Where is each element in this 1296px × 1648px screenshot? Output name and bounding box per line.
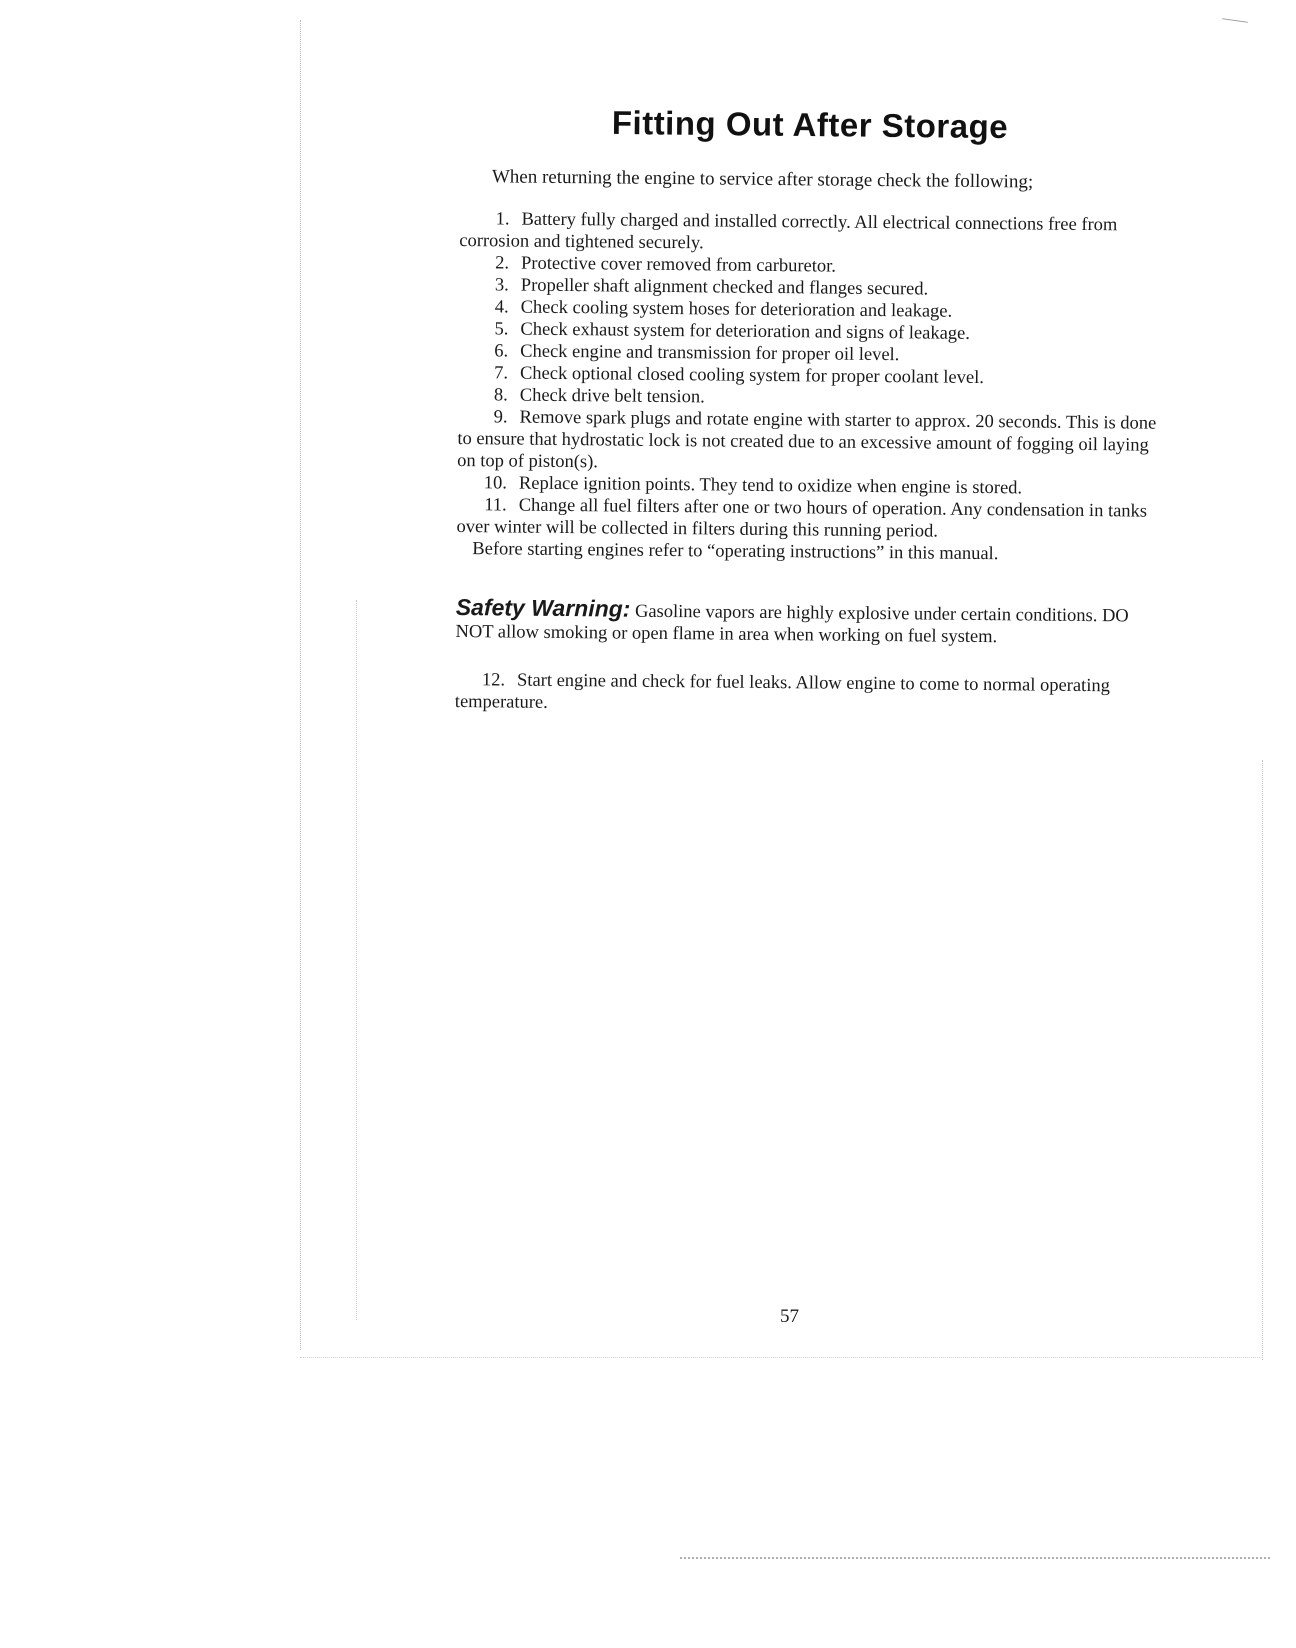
- item-number: 11.: [484, 495, 507, 516]
- item-number: 12.: [481, 670, 506, 691]
- item-text: Propeller shaft alignment checked and flanges secured.: [520, 275, 929, 300]
- item-number: 8.: [493, 385, 508, 406]
- safety-warning-label: Safety Warning:: [455, 593, 631, 622]
- scan-page-edge-right: [1262, 760, 1263, 1360]
- item-number: 4.: [494, 297, 509, 318]
- scan-page-edge-bottom: [300, 1357, 1260, 1358]
- item-number: 10.: [483, 473, 508, 494]
- item-number: 9.: [493, 407, 508, 428]
- item-number: 2.: [495, 253, 510, 274]
- list-item: [456, 494, 1156, 545]
- item-text: Check cooling system hoses for deterioration and leakage.: [520, 297, 953, 322]
- scan-page-edge-inner: [356, 600, 357, 1320]
- item-text: Battery fully charged and installed correctly. All electrical connections free from corrosion and tightened securely.: [459, 209, 1118, 254]
- checklist: [456, 208, 1159, 545]
- item-text: Check exhaust system for deterioration and signs of leakage.: [520, 319, 971, 344]
- scan-noise-dots: [680, 1557, 1270, 1559]
- item-text: Check optional closed cooling system for proper coolant level.: [519, 363, 985, 389]
- item-number: 5.: [494, 319, 509, 340]
- item-text: Replace ignition points. They tend to oxidize when engine is stored.: [518, 473, 1023, 499]
- safety-warning-text: Gasoline vapors are highly explosive under certain conditions. DO NOT allow smoking or open flame in area when working on fuel system.: [455, 601, 1129, 648]
- list-item: [457, 406, 1158, 479]
- page-number: 57: [780, 1306, 799, 1327]
- scan-page-edge-left: [300, 20, 301, 1350]
- document-body: [455, 166, 1160, 720]
- intro-paragraph: When returning the engine to service after storage check the following;: [491, 166, 1034, 193]
- safety-warning: [455, 593, 1155, 650]
- item-text: Check drive belt tension.: [519, 385, 705, 408]
- item-number: 7.: [494, 363, 509, 384]
- item-number: 3.: [494, 275, 509, 296]
- item-text: Remove spark plugs and rotate engine with starter to approx. 20 seconds. This is done to ensure that hydrostatic lock is not created due to an excessive amount of fogging oil laying on top of piston(s).: [457, 407, 1157, 473]
- closing-note: Before starting engines refer to “operating instructions” in this manual.: [472, 539, 999, 565]
- item-text: Start engine and check for fuel leaks. Allow engine to come to normal operating temperature.: [454, 670, 1110, 713]
- item-text: Change all fuel filters after one or two hours of operation. Any condensation in tanks over winter will be collected in filters during this running period.: [456, 495, 1148, 542]
- list-item: [459, 208, 1159, 259]
- item-text: Check engine and transmission for proper oil level.: [520, 341, 900, 366]
- list-item: [455, 669, 1155, 720]
- item-number: 6.: [494, 341, 509, 362]
- scan-corner-mark: [1222, 18, 1248, 23]
- item-text: Protective cover removed from carburetor.: [520, 253, 837, 277]
- page-title: Fitting Out After Storage: [611, 104, 1009, 146]
- item-number: 1.: [495, 209, 510, 230]
